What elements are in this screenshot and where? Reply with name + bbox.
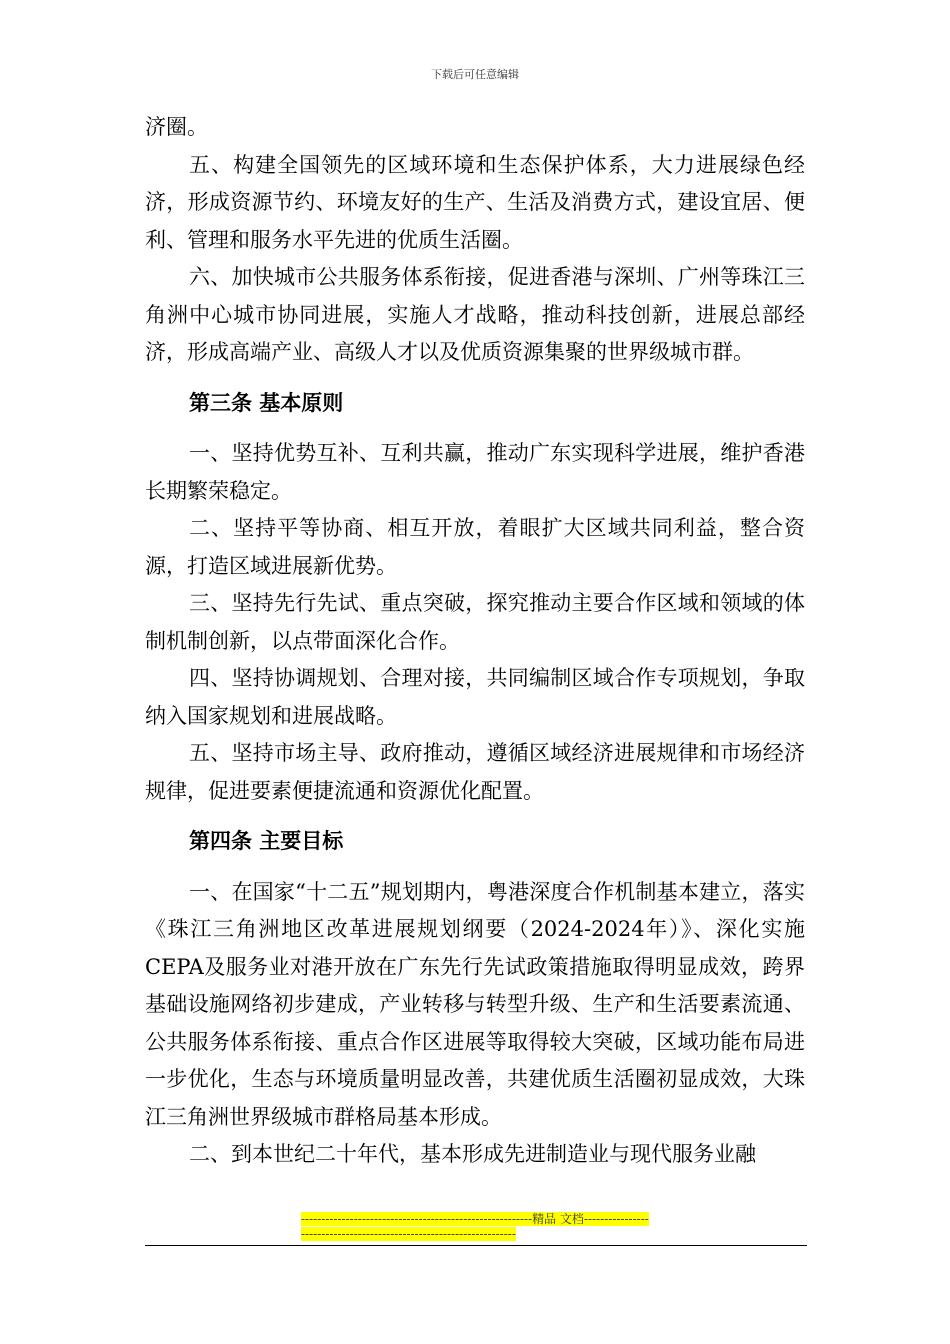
footer-divider xyxy=(145,1245,807,1246)
paragraph: 五、坚持市场主导、政府推动，遵循区域经济进展规律和市场经济规律，促进要素便捷流通和资源优化配置。 xyxy=(145,741,805,803)
paragraph: 二、坚持平等协商、相互开放，着眼扩大区域共同利益，整合资源，打造区域进展新优势。 xyxy=(145,516,805,578)
paragraph: 四、坚持协调规划、合理对接，共同编制区域合作专项规划，争取纳入国家规划和进展战略。 xyxy=(145,666,805,728)
page-header-note: 下载后可任意编辑 xyxy=(431,68,519,81)
footer-watermark-text: ---------------------------------------------------------精品 文档--------------------------------------------------------------------- xyxy=(301,1212,649,1241)
footer-watermark xyxy=(301,1212,649,1242)
paragraph: 一、在国家“十二五”规划期内，粤港深度合作机制基本建立，落实《珠江三角洲地区改革进展规划纲要（2024-2024年）》、深化实施CEPA及服务业对港开放在广东先行先试政策措施取得明显成效，跨界基础设施网络初步建成，产业转移与转型升级、生产和生活要素流通、公共服务体系衔接、重点合作区进展等取得较大突破，区域功能布局进一步优化，生态与环境质量明显改善，共建优质生活圈初显成效，大珠江三角洲世界级城市群格局基本形成。 xyxy=(145,879,805,1129)
paragraph: 三、坚持先行先试、重点突破，探究推动主要合作区域和领域的体制机制创新，以点带面深化合作。 xyxy=(145,591,805,653)
paragraph: 二、到本世纪二十年代，基本形成先进制造业与现代服务业融 xyxy=(189,1142,756,1166)
paragraph: 一、坚持优势互补、互利共赢，推动广东实现科学进展，维护香港长期繁荣稳定。 xyxy=(145,441,805,503)
paragraph: 五、构建全国领先的区域环境和生态保护体系，大力进展绿色经济，形成资源节约、环境友好的生产、生活及消费方式，建设宜居、便利、管理和服务水平先进的优质生活圈。 xyxy=(145,152,805,252)
section-heading: 第三条 基本原则 xyxy=(189,390,344,415)
section-heading: 第四条 主要目标 xyxy=(189,829,344,853)
paragraph: 济圈。 xyxy=(145,115,208,139)
document-body xyxy=(145,109,805,1174)
paragraph: 六、加快城市公共服务体系衔接，促进香港与深圳、广州等珠江三角洲中心城市协同进展，实施人才战略，推动科技创新，进展总部经济，形成高端产业、高级人才以及优质资源集聚的世界级城市群。 xyxy=(145,265,805,364)
